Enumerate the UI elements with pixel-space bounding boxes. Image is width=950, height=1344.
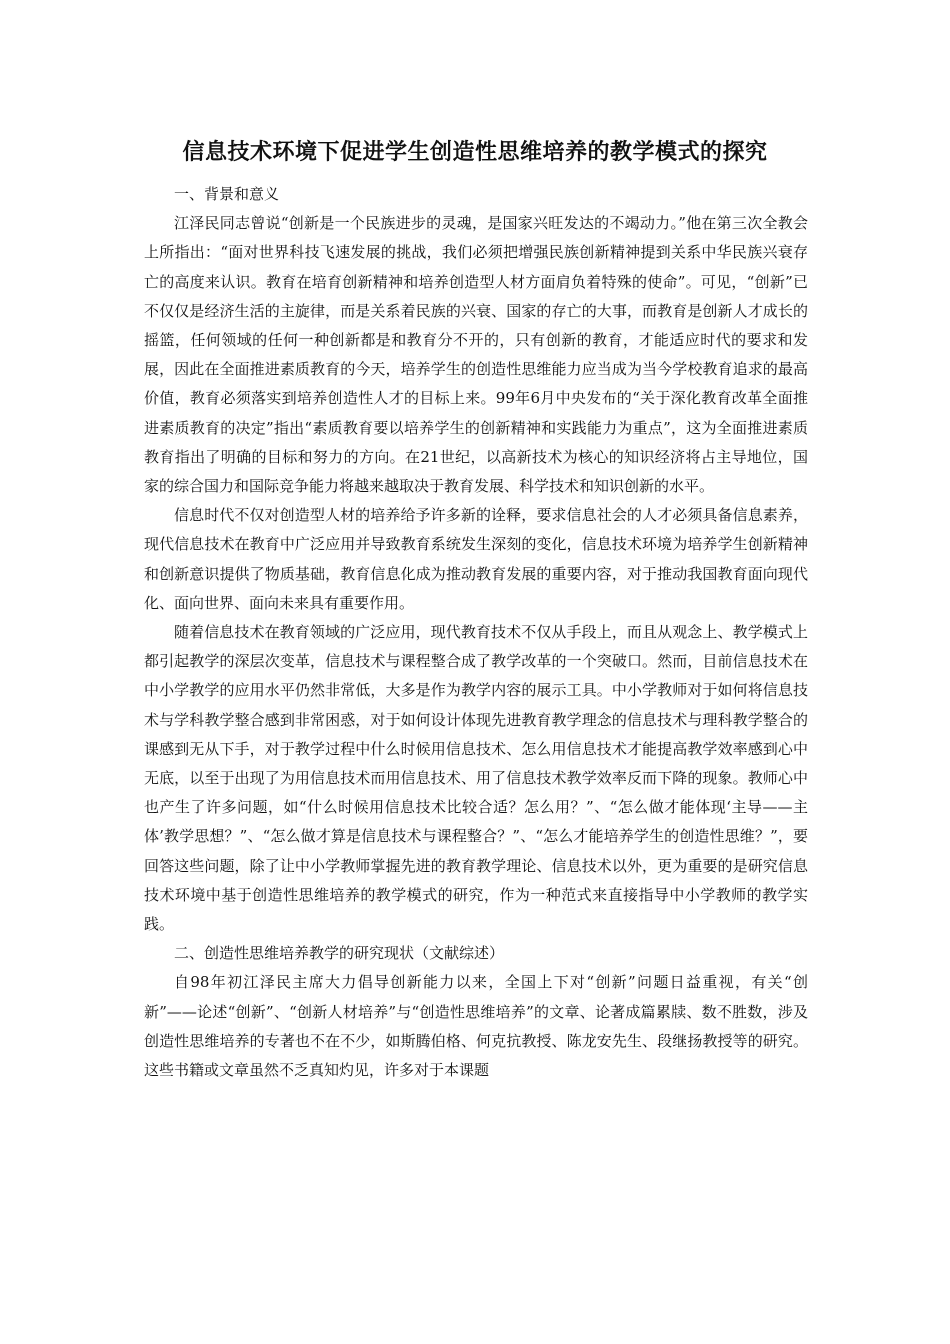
- document-body: [144, 180, 808, 1085]
- section-heading-literature-review: 二、创造性思维培养教学的研究现状（文献综述）: [174, 944, 505, 963]
- section-heading-background: 一、背景和意义: [174, 185, 280, 203]
- document-title: 信息技术环境下促进学生创造性思维培养的教学模式的探究: [182, 140, 768, 165]
- paragraph-literature-review: 自98年初江泽民主席大力倡导创新能力以来，全国上下对“创新”问题日益重视，有关“创新”——论述“创新”、“创新人材培养”与“创造性思维培养”的文章、论著成篇累牍、数不胜数，涉及创造性思维培养的专著也不在不少，如斯腾伯格、何克抗教授、陈龙安先生、段继扬教授等的研究。这些书籍或文章虽然不乏真知灼见，许多对于本课题: [144, 973, 808, 1080]
- paragraph-innovation-quote: 江泽民同志曾说“创新是一个民族进步的灵魂，是国家兴旺发达的不竭动力。”他在第三次全教会上所指出：“面对世界科技飞速发展的挑战，我们必须把增强民族创新精神提到关系中华民族兴衰存亡的高度来认识。教育在培育创新精神和培养创造型人材方面肩负着特殊的使命”。可见，“创新”已不仅仅是经济生活的主旋律，而是关系着民族的兴衰、国家的存亡的大事，而教育是创新人才成长的摇篮，任何领域的任何一种创新都是和教育分不开的，只有创新的教育，才能适应时代的要求和发展，因此在全面推进素质教育的今天，培养学生的创造性思维能力应当成为当今学校教育追求的最高价值，教育必须落实到培养创造性人才的目标上来。99年6月中央发布的“关于深化教育改革全面推进素质教育的决定”指出“素质教育要以培养学生的创新精神和实践能力为重点”，这为全面推进素质教育指出了明确的目标和努力的方向。在21世纪，以高新技术为核心的知识经济将占主导地位，国家的综合国力和国际竞争能力将越来越取决于教育发展、科学技术和知识创新的水平。: [144, 214, 808, 496]
- paragraph-information-era: 信息时代不仅对创造型人材的培养给予许多新的诠释，要求信息社会的人才必须具备信息素养，现代信息技术在教育中广泛应用并导致教育系统发生深刻的变化，信息技术环境为培养学生创新精神和创新意识提供了物质基础，教育信息化成为推动教育发展的重要内容，对于推动我国教育面向现代化、面向世界、面向未来具有重要作用。: [144, 506, 808, 612]
- paragraph-it-integration: 随着信息技术在教育领域的广泛应用，现代教育技术不仅从手段上，而且从观念上、教学模式上都引起教学的深层次变革，信息技术与课程整合成了教学改革的一个突破口。然而，目前信息技术在中小学教学的应用水平仍然非常低，大多是作为教学内容的展示工具。中小学教师对于如何将信息技术与学科教学整合感到非常困惑，对于如何设计体现先进教育教学理念的信息技术与理科教学整合的课感到无从下手，对于教学过程中什么时候用信息技术、怎么用信息技术才能提高教学效率感到心中无底，以至于出现了为用信息技术而用信息技术、用了信息技术教学效率反而下降的现象。教师心中也产生了许多问题，如“什么时候用信息技术比较合适？怎么用？”、“怎么做才能体现‘主导——主体’教学思想？”、“怎么做才算是信息技术与课程整合？”、“怎么才能培养学生的创造性思维？”，要回答这些问题，除了让中小学教师掌握先进的教育教学理论、信息技术以外，更为重要的是研究信息技术环境中基于创造性思维培养的教学模式的研究，作为一种范式来直接指导中小学教师的教学实践。: [144, 623, 808, 934]
